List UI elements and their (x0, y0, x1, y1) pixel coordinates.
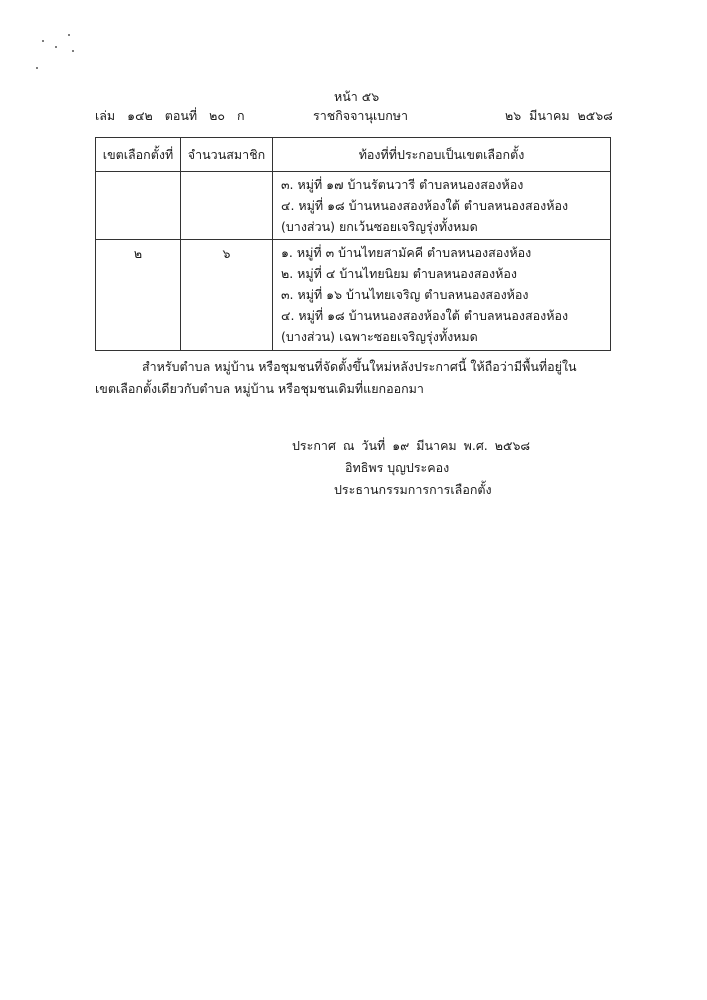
district-number (96, 172, 181, 240)
gazette-title: ราชกิจจานุเบกษา (313, 108, 409, 123)
signatory-name: อิทธิพร บุญประคอง (345, 460, 450, 475)
gazette-date: ๒๖ มีนาคม ๒๕๖๘ (505, 108, 613, 123)
note-line-1: สำหรับตำบล หมู่บ้าน หรือชุมชนที่จัดตั้งขึ้นใหม่หลังประกาศนี้ ให้ถือว่ามีพื้นที่อยู่ใน (142, 359, 577, 374)
area-cell (273, 172, 611, 240)
area-line: (บางส่วน) เฉพาะซอยเจริญรุ่งทั้งหมด (281, 329, 478, 344)
area-line: ๓. หมู่ที่ ๑๖ บ้านไทยเจริญ ตำบลหนองสองห้อง (281, 287, 529, 302)
district-number: ๒ (96, 240, 181, 351)
header-district: เขตเลือกตั้งที่ (96, 138, 181, 172)
signatory-position: ประธานกรรมการการเลือกตั้ง (334, 482, 492, 497)
header-members: จำนวนสมาชิก (181, 138, 273, 172)
area-line: ๔. หมู่ที่ ๑๘ บ้านหนองสองห้องใต้ ตำบลหนองสองห้อง (281, 308, 569, 323)
note-paragraph (95, 356, 613, 400)
gazette-volume: เล่ม ๑๔๒ ตอนที่ ๒๐ ก (95, 108, 245, 123)
header-area: ท้องที่ที่ประกอบเป็นเขตเลือกตั้ง (273, 138, 611, 172)
area-line: (บางส่วน) ยกเว้นซอยเจริญรุ่งทั้งหมด (281, 219, 478, 234)
note-line-2: เขตเลือกตั้งเดียวกับตำบล หมู่บ้าน หรือชุมชนเดิมที่แยกออกมา (95, 381, 424, 396)
area-line: ๔. หมู่ที่ ๑๘ บ้านหนองสองห้องใต้ ตำบลหนองสองห้อง (281, 198, 569, 213)
district-table (95, 137, 611, 351)
area-cell (273, 240, 611, 351)
announcement-date: ประกาศ ณ วันที่ ๑๙ มีนาคม พ.ศ. ๒๕๖๘ (292, 438, 531, 453)
area-line: ๓. หมู่ที่ ๑๗ บ้านรัตนวารี ตำบลหนองสองห้อง (281, 177, 524, 192)
page-number: หน้า ๕๖ (334, 89, 380, 104)
area-line: ๒. หมู่ที่ ๔ บ้านไทยนิยม ตำบลหนองสองห้อง (281, 266, 517, 281)
table-header-row (96, 138, 611, 172)
table-row (96, 172, 611, 240)
area-line: ๑. หมู่ที่ ๓ บ้านไทยสามัคคี ตำบลหนองสองห้อง (281, 245, 532, 260)
table-row (96, 240, 611, 351)
member-count: ๖ (181, 240, 273, 351)
member-count (181, 172, 273, 240)
